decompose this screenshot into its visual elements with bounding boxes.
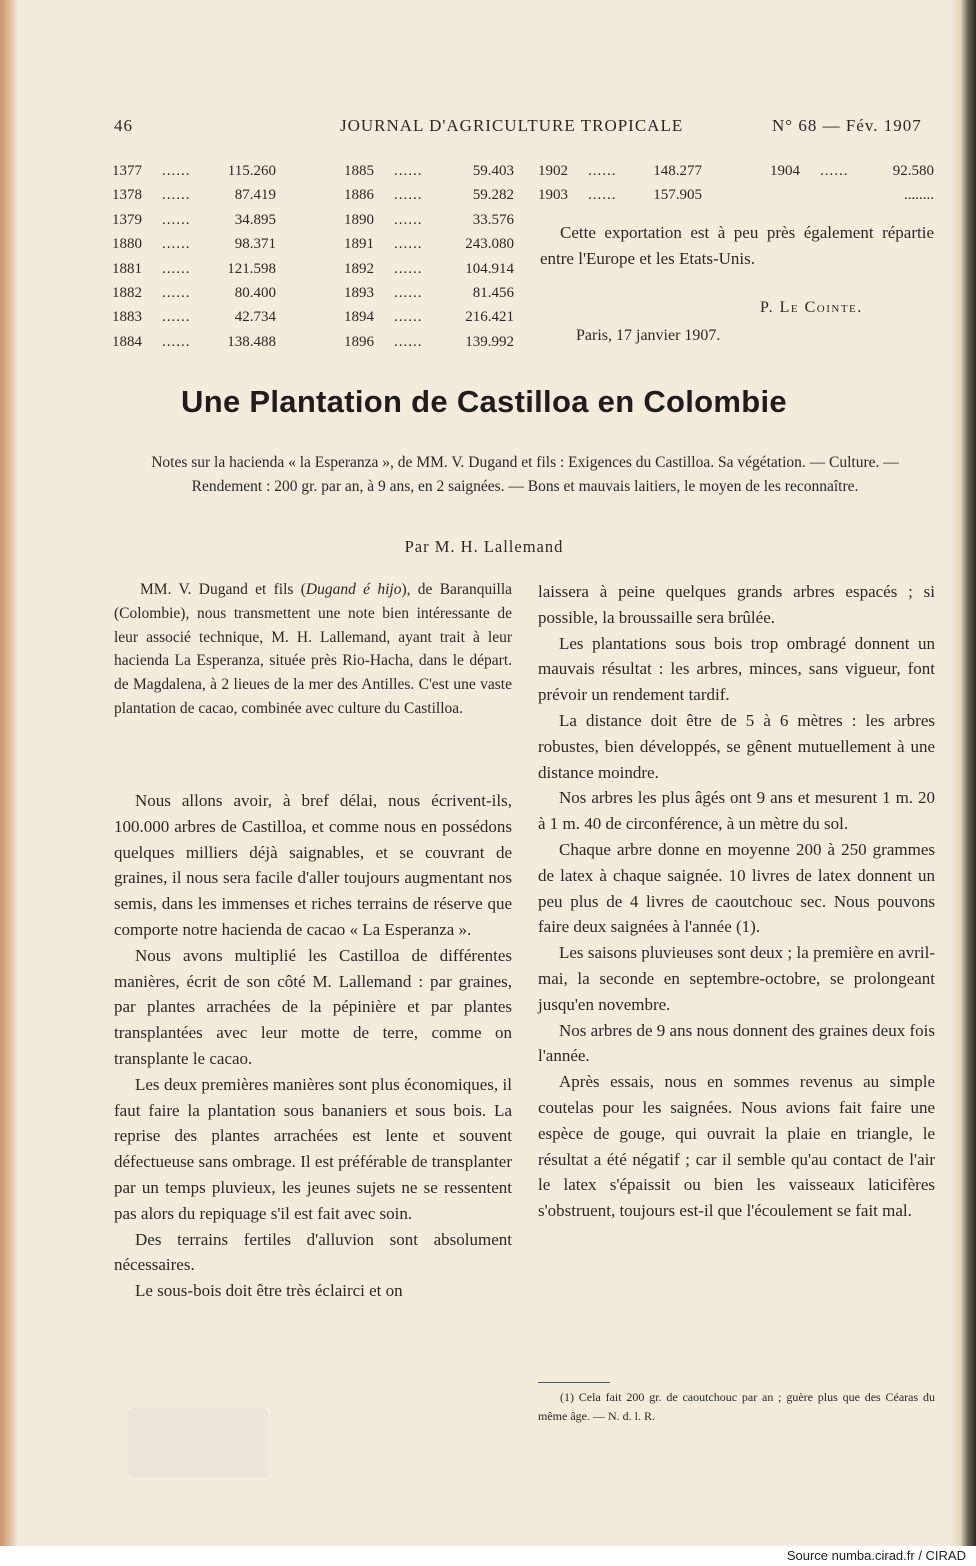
- year-cell: 1880: [112, 236, 142, 253]
- year-cell: 1377: [112, 163, 142, 179]
- year-cell: 1893: [344, 285, 374, 302]
- value-cell: 138.488: [227, 333, 276, 350]
- article-intro: [114, 578, 512, 721]
- table-row: [112, 330, 276, 354]
- leader-dots: ......: [162, 333, 191, 350]
- table-row: [112, 208, 276, 232]
- page-number: 46: [114, 116, 133, 135]
- value-cell: 81.456: [472, 285, 514, 302]
- paragraph: Nous allons avoir, à bref délai, nous écrivent-ils, 100.000 arbres de Castilloa, et comme nous en possédons quelques milliers déjà saignables, et se couvrant de graines, il nous sera facile d'aller toujours augmentant nos semis, dans les immenses et riches terrains de réserve que comporte notre hacienda de cacao « La Esperanza ».: [114, 791, 512, 939]
- value-cell: 157.905: [653, 187, 702, 204]
- leader-dots: ......: [394, 236, 423, 253]
- leader-dots: ......: [162, 187, 191, 204]
- value-cell: 80.400: [234, 285, 276, 302]
- table-row: [112, 305, 276, 329]
- year-cell: 1903: [538, 187, 568, 204]
- running-head: JOURNAL D'AGRICULTURE TROPICALE: [340, 116, 684, 135]
- leader-dots: ......: [162, 309, 191, 326]
- table-row: [538, 183, 702, 207]
- table-row: [344, 159, 514, 183]
- year-cell: 1896: [344, 333, 374, 350]
- value-cell: 42.734: [234, 309, 276, 326]
- leader-dots: ......: [394, 285, 423, 302]
- leader-dots: ......: [588, 163, 617, 179]
- leader-dots: ......: [162, 163, 191, 179]
- leader-dots: ......: [162, 236, 191, 253]
- leader-dots: ......: [162, 260, 191, 277]
- year-cell: 1894: [344, 309, 374, 326]
- value-cell: 104.914: [465, 260, 514, 277]
- page-binding-edge: [0, 0, 18, 1546]
- paragraph: Le sous-bois doit être très éclairci et on: [135, 1281, 403, 1301]
- year-cell: [770, 183, 820, 207]
- leader-dots: ......: [162, 211, 191, 228]
- table-row: [112, 159, 276, 183]
- paragraph: Les saisons pluvieuses sont deux ; la première en avril-mai, la seconde en septembre-octobre, se prolongeant jusqu'en novembre.: [538, 943, 935, 1014]
- source-credit: Source numba.cirad.fr / CIRAD: [786, 1548, 966, 1563]
- year-cell: 1885: [344, 163, 374, 179]
- value-cell: 59.282: [472, 187, 514, 204]
- value-cell: 87.419: [234, 187, 276, 204]
- export-table-col-1: [112, 159, 276, 354]
- leader-dots: ......: [394, 187, 423, 204]
- export-table-col-3: [538, 159, 702, 208]
- export-table-col-2: [344, 159, 514, 354]
- footnote: (1) Cela fait 200 gr. de caoutchouc par an ; guère plus que des Céaras du même âge. — N. d. l. R.: [538, 1390, 935, 1423]
- value-cell: 121.598: [227, 260, 276, 277]
- signature-author: P. Le Cointe.: [760, 299, 863, 316]
- table-row: [538, 159, 702, 183]
- year-cell: 1902: [538, 163, 568, 179]
- paragraph: laissera à peine quelques grands arbres espacés ; si possible, la broussaille sera brûlée.: [538, 582, 935, 627]
- year-cell: 1883: [112, 309, 142, 326]
- leader-dots: ......: [394, 211, 423, 228]
- table-row: [112, 232, 276, 256]
- right-column: [538, 579, 935, 1224]
- paragraph: La distance doit être de 5 à 6 mètres : les arbres robustes, bien développés, se gênent mutuellement à une distance moindre.: [538, 710, 935, 782]
- table-row: [344, 232, 514, 256]
- year-cell: 1892: [344, 260, 374, 277]
- journal-page: [18, 0, 950, 1546]
- table-row: [344, 183, 514, 207]
- library-stamp-shadow: [128, 1408, 268, 1478]
- leader-dots: [820, 183, 868, 207]
- table-row: [112, 257, 276, 281]
- value-cell: 148.277: [653, 163, 702, 179]
- paragraph: Nos arbres les plus âgés ont 9 ans et mesurent 1 m. 20 à 1 m. 40 de circonférence, à un mètre du sol.: [538, 788, 935, 834]
- year-cell: 1886: [344, 187, 374, 204]
- value-cell: 33.576: [472, 211, 514, 228]
- year-cell: 1379: [112, 211, 142, 228]
- table-row: [344, 281, 514, 305]
- article-subtitle: Notes sur la hacienda « la Esperanza », de MM. V. Dugand et fils : Exigences du Castilloa. Sa végétation. — Culture. — Rendement : 200 gr. par an, à 9 ans, en 2 saignées. — Bons et mauvais laitiers, le moyen de les reconnaître.: [151, 454, 899, 495]
- paragraph: Nos arbres de 9 ans nous donnent des graines deux fois l'année.: [538, 1020, 935, 1066]
- paragraph: Après essais, nous en sommes revenus au simple coutelas pour les saignées. Nous avions fait faire une espèce de gouge, qui ouvrait la plaie en triangle, le résultat a été négatif ; car il semble qu'au contact de l'air le latex s'épaissit ou bien les vaisseaux laticifères s'obstruent, toujours est-il que l'écoulement se fait mal.: [538, 1072, 935, 1221]
- table-row: [770, 159, 934, 183]
- value-cell: 98.371: [234, 236, 276, 253]
- page-right-edge: [950, 0, 976, 1546]
- year-cell: 1378: [112, 187, 142, 204]
- value-cell: 243.080: [465, 236, 514, 253]
- value-cell: 59.403: [472, 163, 514, 179]
- paragraph: Les deux premières manières sont plus économiques, il faut faire la plantation sous bananiers et sous bois. La reprise des plantes arrachées est lente et souvent défectueuse sans ombrage. Il est préférable de transplanter par un temps pluvieux, les jeunes sujets ne se ressentent pas alors du repiquage s'il est fait avec soin.: [114, 1074, 512, 1223]
- leader-dots: ......: [394, 333, 423, 350]
- table-row: [112, 281, 276, 305]
- table-row: [344, 257, 514, 281]
- article-byline: Par M. H. Lallemand: [404, 537, 564, 556]
- leader-dots: ......: [588, 187, 617, 204]
- issue-label: N° 68 — Fév. 1907: [772, 116, 922, 135]
- paragraph: Des terrains fertiles d'alluvion sont absolument nécessaires.: [114, 1229, 512, 1275]
- intro-part-c: ), de Baranquilla (Colombie), nous transmettent une note bien intéressante de leur associé technique, M. H. Lallemand, ayant trait à leur hacienda La Esperanza, située près Rio-Hacha, dans le départ. de Magdalena, à 2 lieues de la mer des Antilles. C'est une vaste plantation de cacao, combinée avec culture du Castilloa.: [114, 581, 513, 717]
- value-cell: 115.260: [227, 163, 276, 179]
- value-cell: 139.992: [465, 333, 514, 350]
- left-column: [114, 788, 512, 1304]
- table-row: [344, 208, 514, 232]
- article-title: Une Plantation de Castilloa en Colombie: [181, 384, 787, 419]
- paragraph: Nous avons multiplié les Castilloa de différentes manières, écrit de son côté M. Lallemand : par graines, par plantes arrachées de la pépinière et par plantes transplantées avec leur motte de terre, comme on transplante le cacao.: [114, 945, 512, 1068]
- intro-part-a: MM. V. Dugand et fils (: [140, 581, 306, 598]
- export-table-col-4: [770, 159, 934, 208]
- leader-dots: ......: [394, 163, 423, 179]
- paragraph: Les plantations sous bois trop ombragé donnent un mauvais résultat : les arbres, minces, sans vigueur, font prévoir un rendement tardif.: [538, 633, 935, 705]
- leader-dots: ......: [394, 260, 423, 277]
- leader-dots: ......: [820, 163, 849, 179]
- leader-dots: ......: [162, 285, 191, 302]
- intro-part-b: Dugand é hijo: [305, 581, 402, 598]
- table-row: [770, 183, 934, 207]
- year-cell: 1904: [770, 163, 800, 179]
- value-cell: 92.580: [892, 163, 934, 179]
- signature-date: Paris, 17 janvier 1907.: [576, 327, 721, 344]
- leader-dots: ......: [394, 309, 423, 326]
- value-cell: ........: [904, 187, 934, 204]
- value-cell: 216.421: [465, 309, 514, 326]
- year-cell: 1881: [112, 260, 142, 277]
- table-row: [344, 330, 514, 354]
- paragraph: Chaque arbre donne en moyenne 200 à 250 grammes de latex à chaque saignée. 10 livres de latex donnent un peu plus de 4 livres de caoutchouc sec. Nous pouvons faire deux saignées à l'année (1).: [538, 839, 935, 937]
- year-cell: 1891: [344, 236, 374, 253]
- year-cell: 1884: [112, 333, 142, 350]
- export-note: Cette exportation est à peu près également répartie entre l'Europe et les Etats-Unis.: [540, 223, 934, 268]
- table-row: [112, 183, 276, 207]
- footnote-rule: [538, 1382, 610, 1383]
- year-cell: 1882: [112, 285, 142, 302]
- value-cell: 34.895: [234, 211, 276, 228]
- year-cell: 1890: [344, 211, 374, 228]
- table-row: [344, 305, 514, 329]
